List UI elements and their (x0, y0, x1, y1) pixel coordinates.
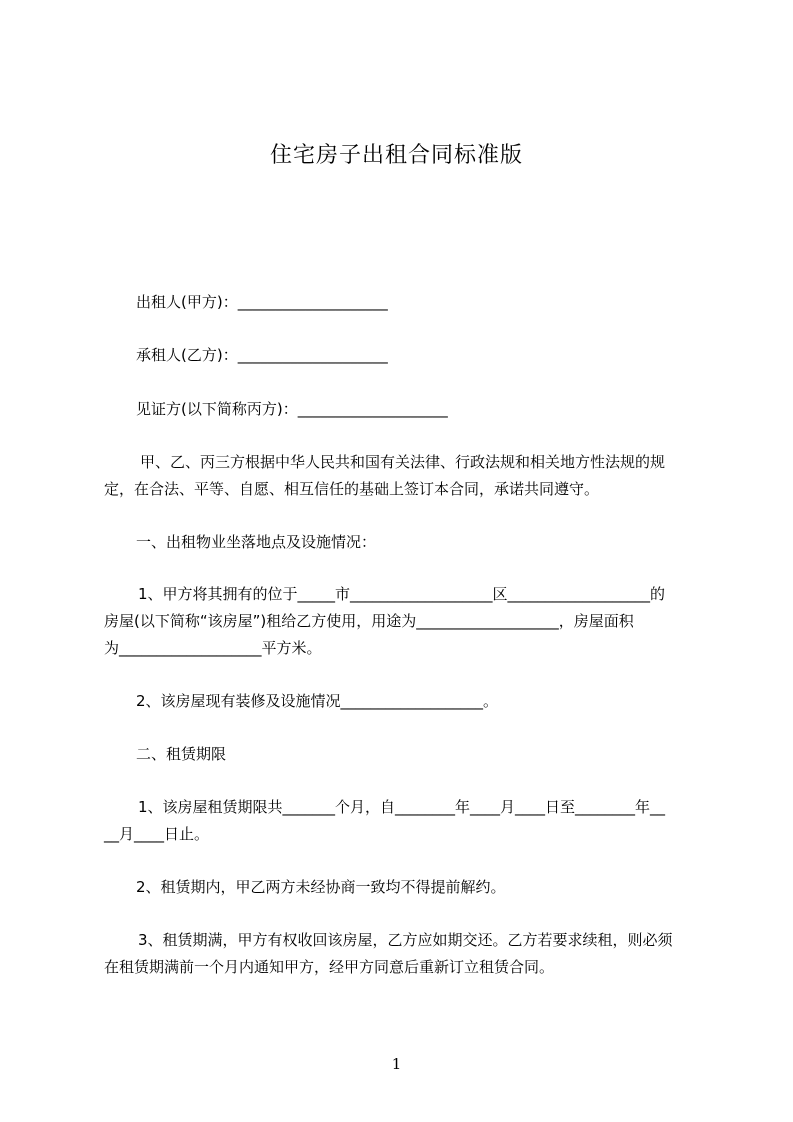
section-2-item-3-line-1: 3、租赁期满，甲方有权收回该房屋，乙方应如期交还。乙方若要求续租，则必须 (138, 931, 673, 949)
section-2-item-1-line-2: __月____日止。 (104, 825, 210, 843)
section-2-item-3-line-2: 在租赁期满前一个月内通知甲方，经甲方同意后重新订立租赁合同。 (104, 958, 555, 976)
page-number: 1 (391, 1055, 402, 1073)
section-1-item-1-line-3: 为___________________平方米。 (104, 639, 322, 657)
lessee-line: 承租人(乙方)：____________________ (136, 346, 388, 364)
section-1-item-1-line-2: 房屋(以下简称“该房屋”)租给乙方使用，用途为___________________，房屋面积 (104, 612, 634, 630)
section-1-heading: 一、出租物业坐落地点及设施情况： (136, 533, 377, 551)
section-1-item-1-line-1: 1、甲方将其拥有的位于_____市___________________区___________________的 (138, 585, 666, 603)
witness-line: 见证方(以下简称丙方)：____________________ (136, 400, 448, 418)
intro-line-1: 甲、乙、丙三方根据中华人民共和国有关法律、行政法规和相关地方性法规的规 (140, 453, 666, 471)
section-1-item-2: 2、该房屋现有装修及设施情况___________________。 (136, 692, 499, 710)
section-2-item-1-line-1: 1、该房屋租赁期限共_______个月，自________年____月____日至________年__ (138, 798, 666, 816)
intro-line-2: 定，在合法、平等、自愿、相互信任的基础上签订本合同，承诺共同遵守。 (104, 480, 600, 498)
section-2-item-2: 2、租赁期内，甲乙两方未经协商一致均不得提前解约。 (136, 878, 506, 896)
lessor-line: 出租人(甲方)：____________________ (136, 293, 388, 311)
section-2-heading: 二、租赁期限 (136, 745, 227, 763)
document-title: 住宅房子出租合同标准版 (269, 143, 523, 168)
